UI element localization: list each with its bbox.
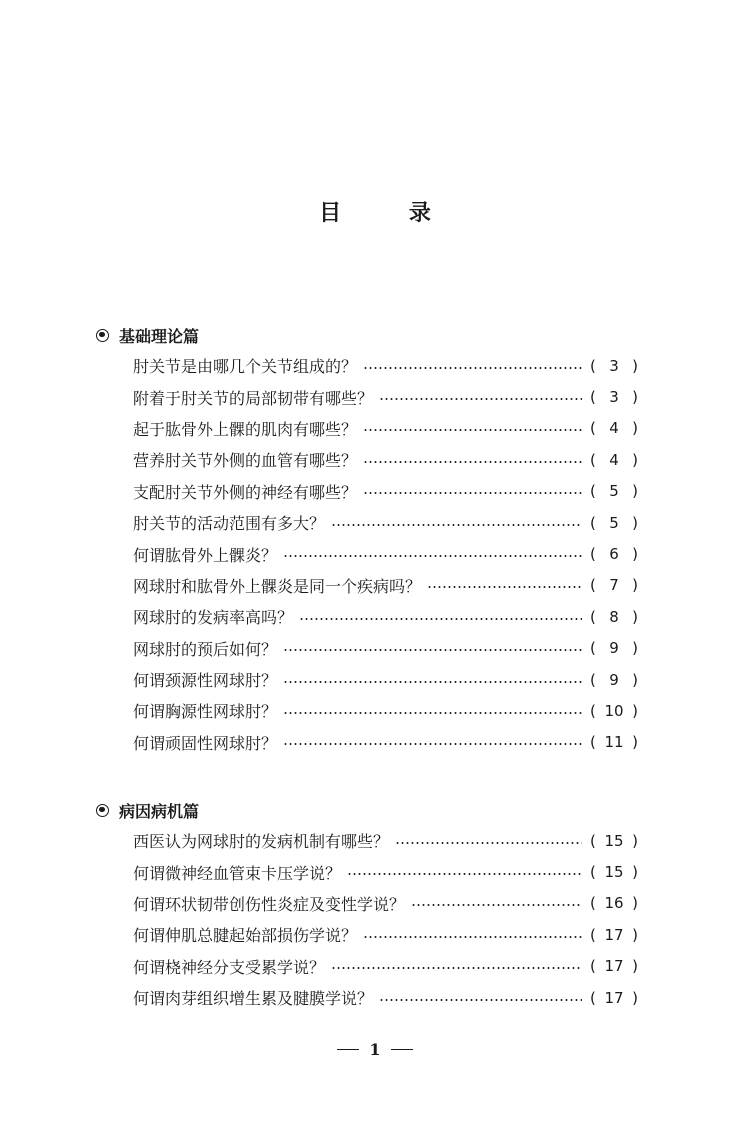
dot-leader (347, 873, 582, 875)
paren-close: ) (632, 925, 638, 944)
page-number: 1 (369, 1040, 381, 1059)
toc-entry[interactable] (133, 476, 638, 507)
dot-leader (379, 999, 582, 1001)
toc-entry[interactable] (133, 538, 638, 569)
toc-entry-title: 网球肘的发病率高吗？ (133, 608, 294, 628)
toc-entry[interactable] (133, 633, 638, 664)
paren-open: ( (590, 482, 596, 501)
dot-leader (379, 398, 582, 400)
page-number-value: 9 (609, 639, 619, 658)
page-number-value: 17 (604, 988, 624, 1007)
toc-entry[interactable] (133, 413, 638, 444)
circle-bullet-icon (96, 804, 109, 817)
toc-entry-title: 何谓环状韧带创伤性炎症及变性学说？ (133, 894, 406, 914)
toc-entry[interactable] (133, 350, 638, 381)
dot-leader (363, 492, 582, 494)
dot-leader (283, 743, 582, 745)
toc-entry-page (590, 639, 638, 657)
toc-entry-page (590, 894, 638, 912)
dot-leader (331, 524, 582, 526)
paren-close: ) (632, 450, 638, 469)
paren-open: ( (590, 831, 596, 850)
paren-open: ( (590, 388, 596, 407)
paren-open: ( (590, 670, 596, 689)
dot-leader (283, 649, 582, 651)
toc-entry-page (590, 608, 638, 626)
dot-leader (299, 618, 582, 620)
toc-entry-title: 肘关节的活动范围有多大？ (133, 514, 326, 534)
toc-entry[interactable] (133, 856, 638, 887)
toc-entry-title: 何谓肉芽组织增生累及腱膜学说？ (133, 989, 374, 1009)
footer-dash-right (391, 1049, 413, 1050)
toc-entry[interactable] (133, 951, 638, 982)
toc-entry-page (590, 357, 638, 375)
page-number-value: 3 (609, 388, 619, 407)
toc-entry[interactable] (133, 695, 638, 726)
paren-open: ( (590, 988, 596, 1007)
toc-entry-title: 网球肘的预后如何？ (133, 639, 278, 659)
toc-entry-page (590, 926, 638, 944)
paren-open: ( (590, 925, 596, 944)
toc-entry-title: 起于肱骨外上髁的肌肉有哪些？ (133, 419, 358, 439)
dot-leader (395, 842, 582, 844)
page-number-value: 4 (609, 419, 619, 438)
paren-open: ( (590, 863, 596, 882)
paren-close: ) (632, 957, 638, 976)
toc-entry-title: 网球肘和肱骨外上髁炎是同一个疾病吗？ (133, 576, 422, 596)
toc-entry-page (590, 576, 638, 594)
section-heading: 病因病机篇 (119, 801, 200, 821)
dot-leader (283, 555, 582, 557)
paren-open: ( (590, 733, 596, 752)
paren-open: ( (590, 419, 596, 438)
toc-entry-page (590, 388, 638, 406)
page-title: 目 录 (319, 200, 461, 226)
paren-open: ( (590, 957, 596, 976)
toc-entry-title: 何谓胸源性网球肘？ (133, 702, 278, 722)
paren-open: ( (590, 894, 596, 913)
paren-open: ( (590, 545, 596, 564)
paren-close: ) (632, 831, 638, 850)
paren-open: ( (590, 450, 596, 469)
toc-entry-page (590, 419, 638, 437)
toc-entry[interactable] (133, 727, 638, 758)
toc-entry-page (590, 545, 638, 563)
paren-close: ) (632, 513, 638, 532)
toc-entry[interactable] (133, 444, 638, 475)
section-heading: 基础理论篇 (119, 326, 200, 346)
paren-close: ) (632, 701, 638, 720)
footer-dash-left (337, 1049, 359, 1050)
toc-entry-page (590, 702, 638, 720)
paren-open: ( (590, 513, 596, 532)
page-number-value: 6 (609, 545, 619, 564)
toc-entry-title: 支配肘关节外侧的神经有哪些？ (133, 482, 358, 502)
page-number-value: 11 (604, 733, 624, 752)
toc-entry[interactable] (133, 507, 638, 538)
toc-entries (133, 825, 638, 1013)
toc-entry-page (590, 451, 638, 469)
page-number-value: 17 (604, 957, 624, 976)
toc-entry-title: 西医认为网球肘的发病机制有哪些？ (133, 832, 390, 852)
page-number-value: 3 (609, 356, 619, 375)
page-number-value: 9 (609, 670, 619, 689)
dot-leader (363, 367, 582, 369)
dot-leader (283, 712, 582, 714)
page-number-value: 5 (609, 513, 619, 532)
paren-open: ( (590, 356, 596, 375)
page-number-value: 15 (604, 831, 624, 850)
circle-bullet-icon (96, 329, 109, 342)
toc-entry-title: 何谓桡神经分支受累学说？ (133, 957, 326, 977)
toc-entries (133, 350, 638, 758)
toc-entry-title: 肘关节是由哪几个关节组成的？ (133, 357, 358, 377)
page-number-value: 4 (609, 450, 619, 469)
dot-leader (427, 586, 582, 588)
page-number-value: 5 (609, 482, 619, 501)
page-number-value: 10 (604, 701, 624, 720)
paren-close: ) (632, 988, 638, 1007)
toc-entry[interactable] (133, 664, 638, 695)
dot-leader (283, 681, 582, 683)
paren-close: ) (632, 894, 638, 913)
dot-leader (363, 936, 582, 938)
paren-close: ) (632, 863, 638, 882)
toc-entry-page (590, 514, 638, 532)
paren-close: ) (632, 607, 638, 626)
toc-entry[interactable] (133, 601, 638, 632)
toc-section-etiology (96, 795, 656, 1013)
dot-leader (363, 429, 582, 431)
paren-close: ) (632, 356, 638, 375)
paren-close: ) (632, 545, 638, 564)
toc-entry-title: 何谓顽固性网球肘？ (133, 733, 278, 753)
toc-entry-page (590, 989, 638, 1007)
page-number-value: 7 (609, 576, 619, 595)
toc-entry-page (590, 733, 638, 751)
toc-entry-title: 营养肘关节外侧的血管有哪些？ (133, 451, 358, 471)
section-header (96, 320, 656, 350)
paren-open: ( (590, 576, 596, 595)
dot-leader (331, 967, 582, 969)
toc-entry[interactable] (133, 825, 638, 856)
page-number-value: 17 (604, 925, 624, 944)
paren-close: ) (632, 670, 638, 689)
toc-entry-page (590, 832, 638, 850)
paren-close: ) (632, 639, 638, 658)
dot-leader (411, 904, 582, 906)
paren-close: ) (632, 388, 638, 407)
paren-open: ( (590, 701, 596, 720)
paren-close: ) (632, 419, 638, 438)
toc-entry-title: 何谓伸肌总腱起始部损伤学说？ (133, 926, 358, 946)
paren-close: ) (632, 482, 638, 501)
paren-open: ( (590, 607, 596, 626)
toc-entry[interactable] (133, 570, 638, 601)
toc-entry-page (590, 482, 638, 500)
toc-entry[interactable] (133, 381, 638, 412)
toc-entry-page (590, 671, 638, 689)
toc-entry[interactable] (133, 982, 638, 1013)
toc-entry-title: 何谓颈源性网球肘？ (133, 671, 278, 691)
dot-leader (363, 461, 582, 463)
toc-entry-title: 何谓微神经血管束卡压学说？ (133, 863, 342, 883)
page-number-value: 15 (604, 863, 624, 882)
toc-entry-title: 附着于肘关节的局部韧带有哪些？ (133, 388, 374, 408)
paren-open: ( (590, 639, 596, 658)
section-header (96, 795, 656, 825)
paren-close: ) (632, 576, 638, 595)
toc-entry-page (590, 863, 638, 881)
page-number-value: 8 (609, 607, 619, 626)
toc-entry-title: 何谓肱骨外上髁炎？ (133, 545, 278, 565)
page-footer (0, 1040, 750, 1059)
toc-section-basic-theory (96, 320, 656, 758)
paren-close: ) (632, 733, 638, 752)
toc-entry-page (590, 957, 638, 975)
page-number-value: 16 (604, 894, 624, 913)
toc-entry[interactable] (133, 888, 638, 919)
toc-entry[interactable] (133, 919, 638, 950)
